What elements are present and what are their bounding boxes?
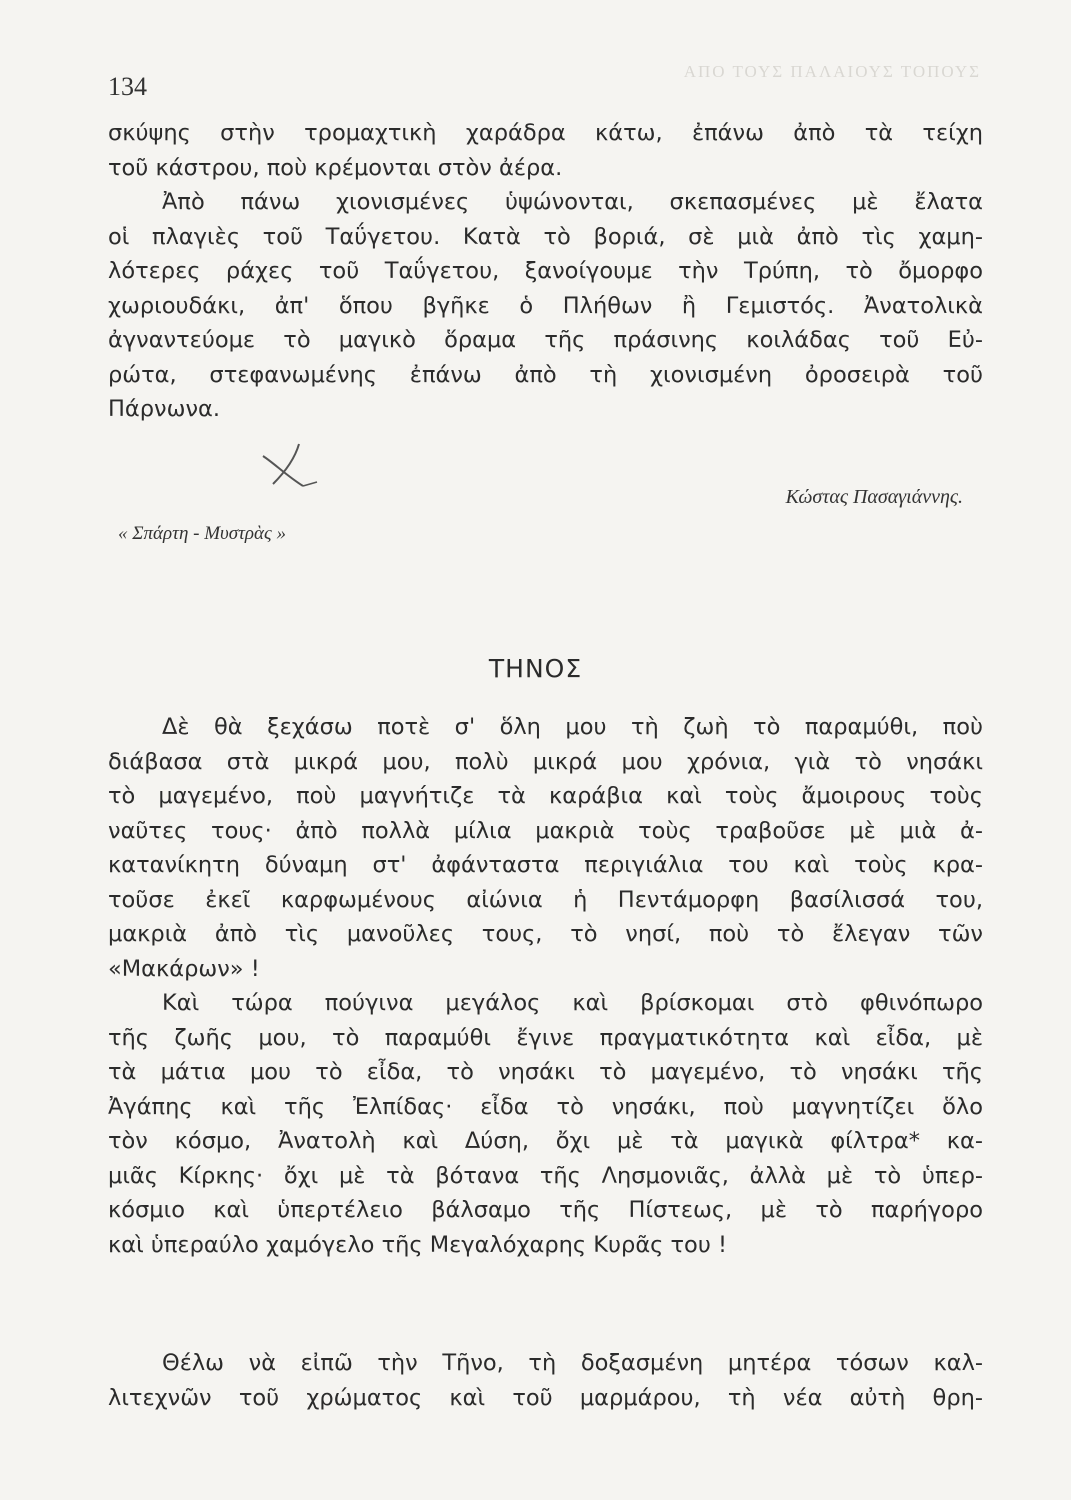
text-line: Ἀγάπης καὶ τῆς Ἐλπίδας· εἶδα τὸ νησάκι, ποὺ μαγνητίζει ὅλο [108, 1093, 983, 1120]
text-line: Καὶ τώρα πούγινα μεγάλος καὶ βρίσκομαι στὸ φθινόπωρο [162, 990, 983, 1016]
author-signature: Κώστας Πασαγιάννης. [785, 486, 963, 508]
text-line: Πάρνωνα. [108, 396, 220, 422]
text-line: σκύψης στὴν τρομαχτικὴ χαράδρα κάτω, ἐπάνω ἀπὸ τὰ τείχη [108, 120, 983, 146]
pen-mark-icon [255, 436, 325, 496]
text-line: «Μακάρων» ! [108, 955, 260, 982]
text-line: μιᾶς Κίρκης· ὄχι μὲ τὰ βότανα τῆς Λησμονιᾶς, ἀλλὰ μὲ τὸ ὑπερ- [108, 1162, 983, 1189]
text-line: τὸν κόσμο, Ἀνατολὴ καὶ Δύση, ὄχι μὲ τὰ μαγικὰ φίλτρα* κα- [108, 1128, 983, 1154]
text-line: τὰ μάτια μου τὸ εἶδα, τὸ νησάκι τὸ μαγεμένο, τὸ νησάκι τῆς [108, 1059, 983, 1085]
text-line: χωριουδάκι, ἀπ' ὅπου βγῆκε ὁ Πλήθων ἢ Γεμιστός. Ἀνατολικὰ [108, 292, 983, 319]
text-line: τοῦ κάστρου, ποὺ κρέμονται στὸν ἀέρα. [108, 154, 563, 181]
text-line: καὶ ὑπεραύλο χαμόγελο τῆς Μεγαλόχαρης Κυρᾶς του ! [108, 1231, 728, 1258]
text-line: κατανίκητη δύναμη στ' ἀφάνταστα περιγιάλια του καὶ τοὺς κρα- [108, 852, 983, 878]
place-dateline: « Σπάρτη - Μυστρὰς » [118, 523, 286, 544]
article-continuation [108, 116, 983, 427]
text-line: κόσμιο καὶ ὑπερτέλειο βάλσαμο τῆς Πίστεως, μὲ τὸ παρήγορο [108, 1197, 983, 1223]
text-line: ναῦτες τους· ἀπὸ πολλὰ μίλια μακριὰ τοὺς τραβοῦσε μὲ μιὰ ἀ- [108, 817, 983, 844]
text-line: οἱ πλαγιὲς τοῦ Ταΰγετου. Κατὰ τὸ βοριά, σὲ μιὰ ἀπὸ τὶς χαμη- [108, 223, 983, 250]
text-line: μακριὰ ἀπὸ τὶς μανοῦλες τους, τὸ νησί, ποὺ τὸ ἔλεγαν τῶν [108, 921, 983, 947]
article-body-next-paragraph [108, 1346, 983, 1415]
text-line: τὸ μαγεμένο, ποὺ μαγνήτιζε τὰ καράβια καὶ τοὺς ἄμοιρους τοὺς [108, 783, 983, 809]
text-line: διάβασα στὰ μικρά μου, πολὺ μικρά μου χρόνια, γιὰ τὸ νησάκι [108, 748, 983, 775]
article-body [108, 710, 983, 1262]
text-line: Ἀπὸ πάνω χιονισμένες ὑψώνονται, σκεπασμένες μὲ ἔλατα [162, 189, 983, 215]
text-line: λότερες ράχες τοῦ Ταΰγετου, ξανοίγουμε τὴν Τρύπη, τὸ ὄμορφο [108, 258, 983, 284]
bleed-through-header: ΑΠΟ ΤΟΥΣ ΠΑΛΑΙΟΥΣ ΤΟΠΟΥΣ [683, 62, 981, 81]
text-line: τῆς ζωῆς μου, τὸ παραμύθι ἔγινε πραγματικότητα καὶ εἶδα, μὲ [108, 1024, 983, 1051]
text-line: τοῦσε ἐκεῖ καρφωμένους αἰώνια ἡ Πεντάμορφη βασίλισσά του, [108, 886, 983, 913]
text-line: ρώτα, στεφανωμένης ἐπάνω ἀπὸ τὴ χιονισμένη ὀροσειρὰ τοῦ [108, 361, 983, 388]
text-line: λιτεχνῶν τοῦ χρώματος καὶ τοῦ μαρμάρου, τὴ νέα αὐτὴ θρη- [108, 1384, 983, 1411]
text-line: Δὲ θὰ ξεχάσω ποτὲ σ' ὅλη μου τὴ ζωὴ τὸ παραμύθι, ποὺ [162, 714, 983, 740]
section-title: ΤΗΝΟΣ [488, 654, 583, 683]
text-line: Θέλω νὰ εἰπῶ τὴν Τῆνο, τὴ δοξασμένη μητέρα τόσων καλ- [162, 1350, 983, 1376]
page-number: 134 [108, 72, 147, 101]
text-line: ἀγναντεύομε τὸ μαγικὸ ὅραμα τῆς πράσινης κοιλάδας τοῦ Εὐ- [108, 327, 983, 353]
